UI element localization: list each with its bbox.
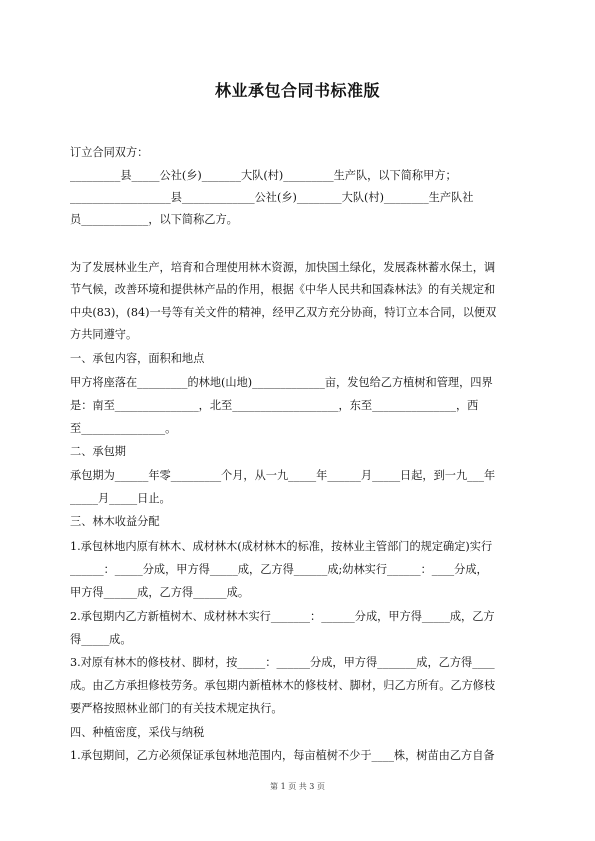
text-line: 甲方得______成，乙方得______成。 <box>70 586 250 599</box>
text-line: ______：_____分成，甲方得_____成，乙方得______成;幼林实行______：____分成， <box>70 563 488 576</box>
text-line: _____月_____日止。 <box>70 492 171 505</box>
text-line: 1.承包林地内原有林木、成材林木(成材林木的标准，按林业主管部门的规定确定)实行 <box>70 540 493 553</box>
section-heading: 四、种植密度，采伐与纳税 <box>70 726 205 739</box>
text-line: 成。由乙方承担修枝劳务。承包期内新植林木的修枝材、脚材，归乙方所有。乙方修枝 <box>70 679 496 692</box>
section-heading: 一、承包内容，面积和地点 <box>70 352 205 365</box>
text-line: 1.承包期间，乙方必须保证承包林地范围内，每亩植树不少于____株，树苗由乙方自备 <box>70 749 495 762</box>
text-line: 承包期为______年零_________个月，从一九_____年______月_____日起，到一九___年 <box>70 469 496 482</box>
text-line: 方共同遵守。 <box>70 328 138 341</box>
text-line: 是：南至_______________，北至___________________，东至_______________，西 <box>70 399 479 412</box>
text-line: 节气候，改善环境和提供林产品的作用，根据《中华人民共和国森林法》的有关规定和 <box>70 283 496 296</box>
text-line: 员____________，以下简称乙方。 <box>70 213 238 226</box>
text-line: 甲方将座落在_________的林地(山地)_____________亩，发包给乙方植树和管理，四界 <box>70 376 493 389</box>
text-line: __________________县_____________公社(乡)________大队(村)________生产队社 <box>70 191 474 204</box>
text-line: 要严格按照林业部门的有关技术规定执行。 <box>70 702 283 715</box>
text-line: 3.对原有林木的修枝材、脚材，按_____：______分成，甲方得_______成，乙方得____ <box>70 656 495 669</box>
text-line: 至_______________。 <box>70 422 177 435</box>
text-line: _________县_____公社(乡)_______大队(村)_________生产队，以下简称甲方； <box>70 169 457 182</box>
section-heading: 三、林木收益分配 <box>70 515 160 528</box>
page-number: 第 1 页 共 3 页 <box>270 782 325 791</box>
document-title: 林业承包合同书标准版 <box>214 81 380 100</box>
text-line: 中央(83)，(84)一号等有关文件的精神，经甲乙双方充分协商，特订立本合同，以便双 <box>70 306 497 319</box>
section-heading: 二、承包期 <box>70 445 126 458</box>
text-line: 2.承包期内乙方新植树木、成材林木实行_______：______分成，甲方得_____成，乙方 <box>70 610 495 623</box>
text-line: 得_____成。 <box>70 633 132 646</box>
text-line: 订立合同双方： <box>70 146 149 159</box>
text-line: 为了发展林业生产，培育和合理使用林木资源，加快国土绿化，发展森林蓄水保土，调 <box>70 261 496 274</box>
